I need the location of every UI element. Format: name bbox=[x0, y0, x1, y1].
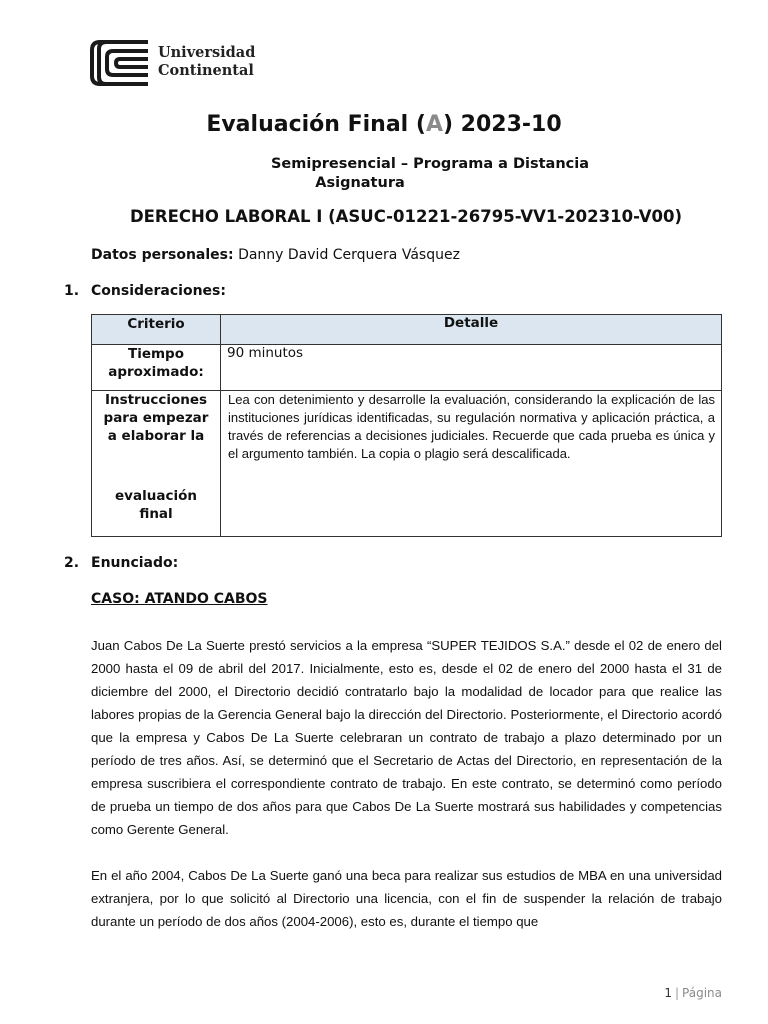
detalle-cell: Lea con detenimiento y desarrolle la evaluación, considerando la explicación de las instituciones jurídicas identificadas, su regulación normativa y aplicación práctica, a través de referencias a decisiones judiciales. Recuerde que cada prueba es única y el argumento también. La copia o plagio será descalificada. bbox=[221, 391, 722, 537]
table-header-criterio: Criterio bbox=[92, 315, 221, 345]
footer-separator: | bbox=[674, 986, 680, 1000]
title-prefix: Evaluación Final ( bbox=[206, 112, 426, 137]
criteria-table bbox=[91, 314, 722, 537]
logo-line-2: Continental bbox=[158, 62, 254, 79]
table-header-row bbox=[92, 315, 722, 345]
section-heading-1 bbox=[64, 283, 226, 299]
table-header-detalle: Detalle bbox=[221, 315, 722, 345]
university-logo-icon bbox=[90, 40, 152, 86]
page-label: Página bbox=[682, 986, 722, 1000]
page-title bbox=[0, 112, 768, 137]
page-footer bbox=[664, 986, 722, 1000]
criterio-cell: Tiempo aproximado: bbox=[92, 345, 221, 391]
criterio-cell bbox=[92, 391, 221, 537]
title-variant-letter: A bbox=[425, 112, 443, 137]
section-title: Enunciado: bbox=[91, 555, 179, 571]
criterio-text-bottom: evaluación final bbox=[115, 488, 197, 522]
table-row bbox=[92, 391, 722, 537]
title-suffix: ) 2023-10 bbox=[442, 112, 562, 137]
student-name: Danny David Cerquera Vásquez bbox=[238, 247, 460, 263]
subject-label: Asignatura bbox=[315, 175, 405, 191]
section-number: 1. bbox=[64, 283, 80, 299]
page-number: 1 bbox=[664, 986, 672, 1000]
personal-data-label: Datos personales: bbox=[91, 247, 234, 263]
section-heading-2 bbox=[64, 555, 178, 571]
case-title: CASO: ATANDO CABOS bbox=[91, 591, 268, 607]
detalle-cell: 90 minutos bbox=[221, 345, 722, 391]
personal-data bbox=[91, 247, 460, 263]
case-paragraph: En el año 2004, Cabos De La Suerte ganó una beca para realizar sus estudios de MBA en una universidad extranjera, por lo que solicitó al Directorio una licencia, con el fin de suspender la relación de trabajo durante un período de dos años (2004-2006), esto es, durante el tiempo que bbox=[91, 868, 722, 929]
university-logo bbox=[90, 40, 260, 86]
university-name bbox=[158, 44, 268, 80]
section-title: Consideraciones: bbox=[91, 283, 226, 299]
table-row bbox=[92, 345, 722, 391]
section-number: 2. bbox=[64, 555, 80, 571]
logo-line-1: Universidad bbox=[158, 44, 256, 61]
criterio-text-top: Instrucciones para empezar a elaborar la bbox=[103, 392, 209, 444]
case-paragraph: Juan Cabos De La Suerte prestó servicios a la empresa “SUPER TEJIDOS S.A.” desde el 02 de enero del 2000 hasta el 09 de abril del 2017. Inicialmente, esto es, desde el 02 de enero del 2000 hasta el 31 de diciembre del 2000, el Directorio decidió contratarlo bajo la modalidad de locador para que realice las labores propias de la Gerencia General bajo la dirección del Directorio. Posteriormente, el Directorio acordó que la empresa y Cabos De La Suerte celebraran un contrato de trabajo a plazo determinado por un período de tres años. Así, se determinó que el Secretario de Actas del Directorio, en representación de la empresa suscribiera el correspondiente contrato de trabajo. En este contrato, se determinó como período de prueba un tiempo de dos años para que Cabos De La Suerte mostrará sus habilidades y competencias como Gerente General. bbox=[91, 638, 722, 837]
course-title: DERECHO LABORAL I (ASUC-01221-26795-VV1-202310-V00) bbox=[129, 207, 683, 226]
modality-subtitle: Semipresencial – Programa a Distancia bbox=[270, 156, 590, 172]
